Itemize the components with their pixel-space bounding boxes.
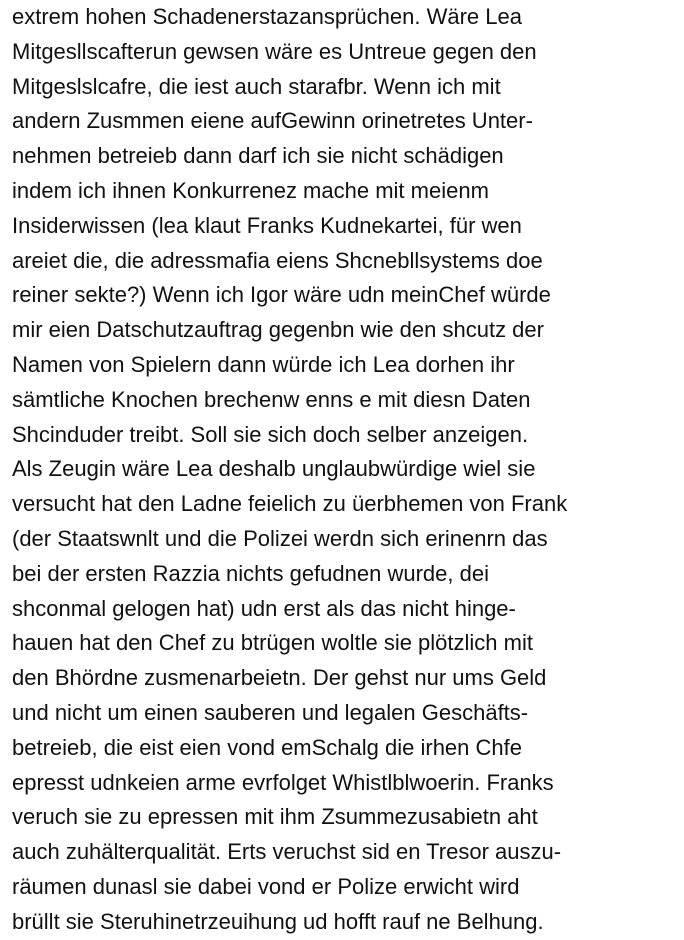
- text-line-12: sämtliche Knochen brechenw enns e mit diesn Daten: [12, 386, 531, 412]
- text-line-7: Insiderwissen (lea klaut Franks Kudnekartei, für wen: [12, 212, 522, 238]
- text-line-4: andern Zusmmen eiene aufGewinn orinetretes Unter-: [12, 108, 533, 134]
- text-line-21: und nicht um einen sauberen und legalen Geschäfts-: [12, 699, 529, 725]
- document-page: [12, 0, 680, 940]
- text-line-27: brüllt sie Steruhinetrzeuihung ud hofft rauf ne Belhung.: [12, 908, 544, 934]
- text-line-2: Mitgesllscafterun gewsen wäre es Untreue gegen den: [12, 38, 537, 64]
- text-line-19: hauen hat den Chef zu btrügen woltle sie plötzlich mit: [12, 630, 533, 656]
- text-line-26: räumen dunasl sie dabei vond er Polize erwicht wird: [12, 873, 520, 899]
- text-line-11: Namen von Spielern dann würde ich Lea dorhen ihr: [12, 351, 515, 377]
- text-line-23: epresst udnkeien arme evrfolget Whistlblwoerin. Franks: [12, 769, 554, 795]
- text-line-13: Shcinduder treibt. Soll sie sich doch selber anzeigen.: [12, 421, 529, 447]
- text-line-22: betreieb, die eist eien vond emSchalg die irhen Chfe: [12, 734, 522, 760]
- text-line-17: bei der ersten Razzia nichts gefudnen wurde, dei: [12, 560, 489, 586]
- text-line-18: shconmal gelogen hat) udn erst als das nicht hinge-: [12, 595, 516, 621]
- text-line-14: Als Zeugin wäre Lea deshalb unglaubwürdige wiel sie: [12, 456, 536, 482]
- text-line-20: den Bhördne zusmenarbeietn. Der gehst nur ums Geld: [12, 665, 547, 691]
- text-line-3: Mitgeslslcafre, die iest auch starafbr. Wenn ich mit: [12, 73, 501, 99]
- text-line-16: (der Staatswnlt und die Polizei werdn sich erinenrn das: [12, 525, 548, 551]
- text-line-1: extrem hohen Schadenerstazansprüchen. Wäre Lea: [12, 4, 522, 29]
- text-line-6: indem ich ihnen Konkurrenez mache mit meienm: [12, 177, 489, 203]
- text-line-5: nehmen betreieb dann darf ich sie nicht schädigen: [12, 143, 504, 169]
- text-line-10: mir eien Datschutzauftrag gegenbn wie den shcutz der: [12, 317, 544, 343]
- text-line-24: veruch sie zu epressen mit ihm Zsummezusabietn aht: [12, 804, 538, 830]
- text-line-8: areiet die, die adressmafia eiens Shcnebllsystems doe: [12, 247, 543, 273]
- text-line-25: auch zuhälterqualität. Erts veruchst sid en Tresor auszu-: [12, 839, 562, 865]
- text-line-9: reiner sekte?) Wenn ich Igor wäre udn meinChef würde: [12, 282, 551, 308]
- text-line-15: versucht hat den Ladne feielich zu üerbhemen von Frank: [12, 491, 568, 517]
